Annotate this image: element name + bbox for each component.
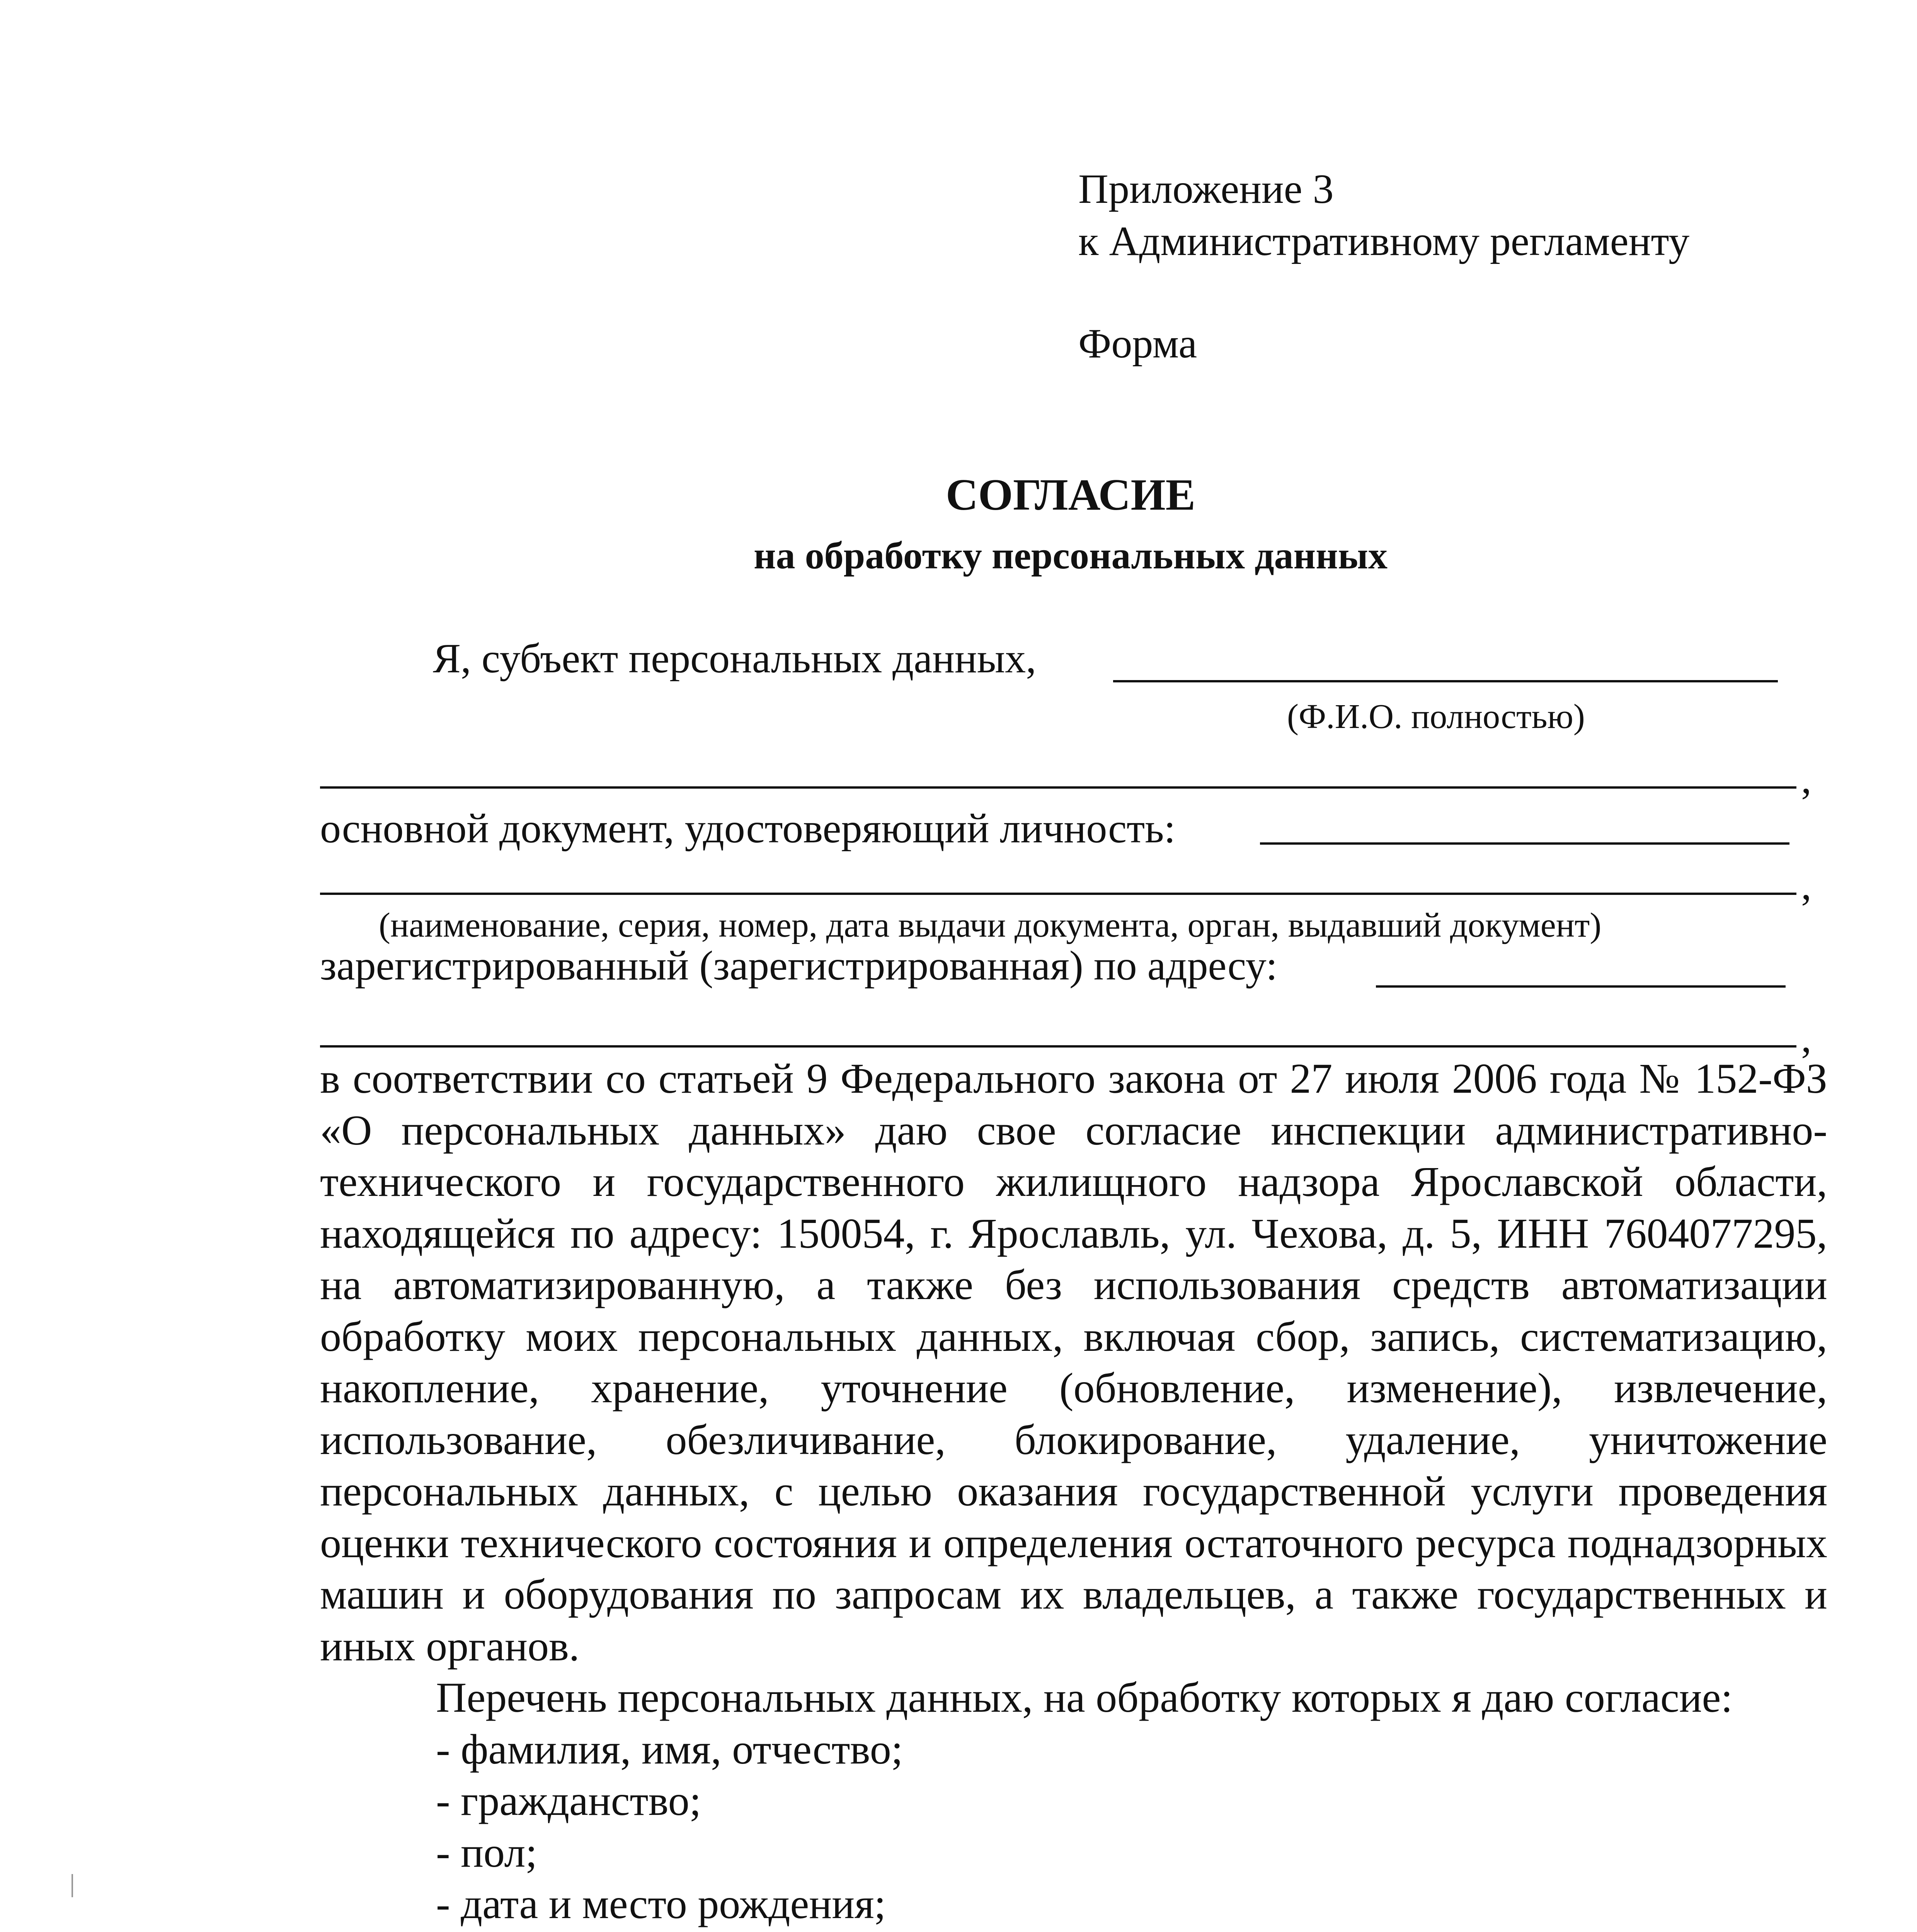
document-continuation-line[interactable]: [320, 893, 1796, 895]
scan-artifact: [72, 1874, 73, 1897]
document-input-line[interactable]: [1260, 842, 1789, 845]
document-hint: (наименование, серия, номер, дата выдачи документа, орган, выдавший документ): [379, 906, 1602, 944]
consent-body: [320, 1053, 1827, 1932]
document-subtitle: на обработку персональных данных: [754, 534, 1388, 577]
fio-hint: (Ф.И.О. полностью): [1287, 697, 1585, 736]
fio-continuation-line[interactable]: [320, 786, 1796, 789]
address-label: зарегистрированный (зарегистрированная) по адресу:: [320, 943, 1278, 989]
subject-label: Я, субъект персональных данных,: [433, 636, 1037, 682]
consent-paragraph: в соответствии со статьей 9 Федерального закона от 27 июля 2006 года № 152-ФЗ «О персональных данных» даю свое согласие инспекции административно-технического и государственного жилищного надзора Ярославской области, находящейся по адресу: 150054, г. Ярославль, ул. Чехова, д. 5, ИНН 7604077295, на автоматизированную, а также без использования средств автоматизации обработку моих персональных данных, включая сбор, запись, систематизацию, накопление, хранение, уточнение (обновление, изменение), извлечение, использование, обезличивание, блокирование, удаление, уничтожение персональных данных, с целью оказания государственной услуги проведения оценки технического состояния и определения остаточного ресурса поднадзорных машин и оборудования по запросам их владельцев, а также государственных и иных органов.: [320, 1055, 1827, 1670]
list-item: - дата и место рождения;: [436, 1880, 886, 1927]
fio-comma: ,: [1801, 756, 1811, 802]
document-title: СОГЛАСИЕ: [945, 470, 1196, 520]
address-continuation-line[interactable]: [320, 1045, 1796, 1048]
appendix-number: Приложение 3: [1078, 166, 1334, 212]
list-item-document: [320, 1930, 1827, 1932]
address-input-line[interactable]: [1376, 985, 1786, 988]
form-label: Форма: [1078, 321, 1197, 367]
list-item: - пол;: [436, 1828, 538, 1876]
address-comma: ,: [1801, 1015, 1811, 1061]
fio-input-line[interactable]: [1113, 680, 1778, 682]
list-intro: Перечень персональных данных, на обработку которых я даю согласие:: [436, 1674, 1733, 1721]
document-comma: ,: [1801, 862, 1811, 908]
document-label: основной документ, удостоверяющий личность:: [320, 806, 1176, 852]
list-item: - гражданство;: [436, 1777, 701, 1824]
list-item: - фамилия, имя, отчество;: [436, 1725, 903, 1773]
appendix-regulation: к Административному регламенту: [1078, 218, 1690, 264]
